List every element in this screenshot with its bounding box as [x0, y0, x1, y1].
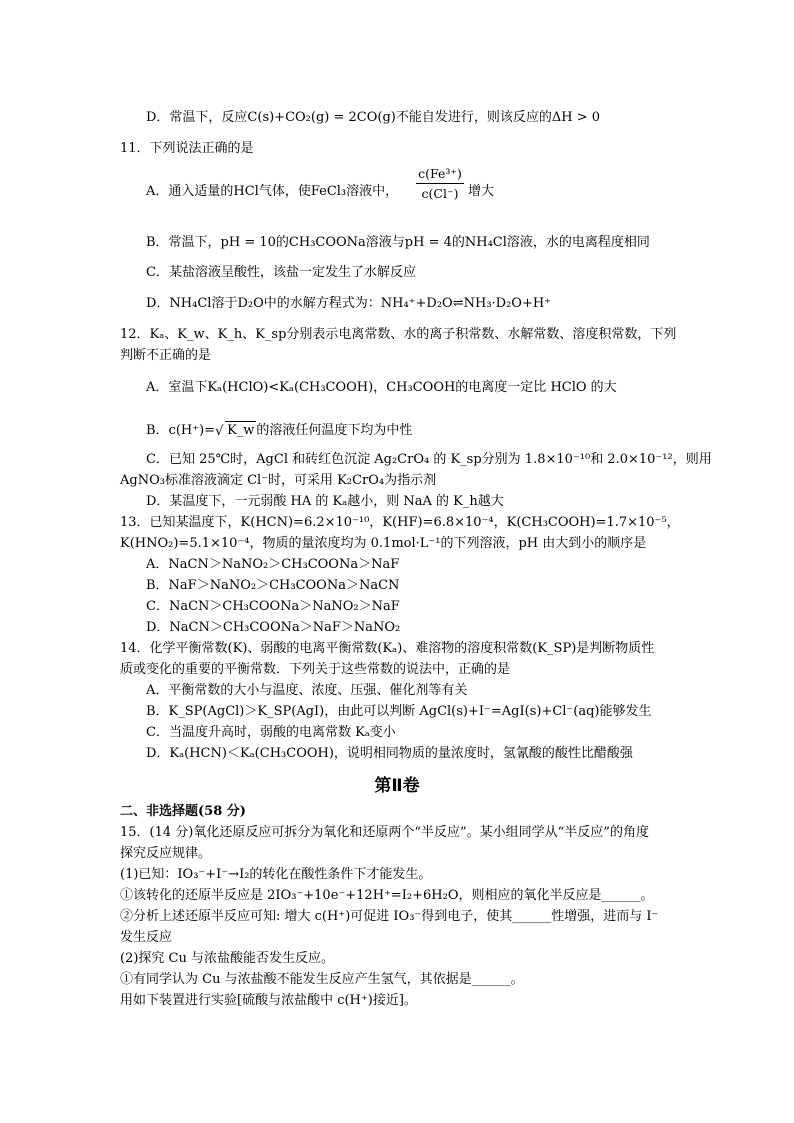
q15-stem-line2: 探究反应规律。 [120, 846, 212, 861]
q12-stem-line1: 12．Kₐ、K_w、K_h、K_sp分别表示电离常数、水的离子积常数、水解常数、溶度积常数，下列 [120, 327, 677, 342]
q12-stem-line2: 判断不正确的是 [120, 348, 212, 363]
q13-option-c: C．NaCN＞CH₃COONa＞NaNO₂＞NaF [146, 599, 400, 614]
q11-option-b: B．常温下，pH = 10的CH₃COONa溶液与pH = 4的NH₄Cl溶液，水的电离程度相同 [146, 235, 650, 250]
q12-option-b-suffix: 的溶液任何温度下均为中性 [256, 423, 413, 438]
q13-option-d: D．NaCN＞CH₃COONa＞NaF＞NaNO₂ [146, 620, 401, 635]
q14-stem-line1: 14．化学平衡常数(K)、弱酸的电离平衡常数(Kₐ)、难溶物的溶度积常数(K_SP)是判断物质性 [120, 641, 655, 656]
q11-option-a-tail: 增大 [468, 184, 495, 199]
q15-part1-sub2: ②分析上述还原半反应可知: 增大 c(H⁺)可促进 IO₃⁻得到电子，使其______性增强，进而与 I⁻ [120, 909, 659, 924]
q15-part2-setup: 用如下装置进行实验[硫酸与浓盐酸中 c(H⁺)接近]。 [120, 993, 417, 1008]
sqrt-kw [215, 421, 256, 440]
q13-stem-line1: 13．已知某温度下，K(HCN)=6.2×10⁻¹⁰，K(HF)=6.8×10⁻⁴，K(CH₃COOH)=1.7×10⁻⁵， [120, 515, 680, 530]
part2-heading: 二、非选择题(58 分) [120, 804, 246, 819]
q12-option-b [146, 421, 412, 440]
fraction-bar [416, 183, 464, 184]
q13-option-a: A．NaCN＞NaNO₂＞CH₃COONa＞NaF [146, 557, 400, 572]
q11-option-c: C．某盐溶液呈酸性，该盐一定发生了水解反应 [146, 265, 416, 280]
q14-option-b: B．K_SP(AgCl)＞K_SP(AgI)，由此可以判断 AgCl(s)+I⁻=AgI(s)+Cl⁻(aq)能够发生 [146, 704, 652, 719]
fraction-numerator: c(Fe³⁺) [418, 166, 462, 181]
q12-option-d: D．某温度下，一元弱酸 HA 的 Kₐ越小，则 NaA 的 K_h越大 [146, 494, 504, 509]
q11-option-a: A．通入适量的HCl气体，使FeCl₃溶液中， [146, 184, 399, 199]
q11-option-d: D．NH₄Cl溶于D₂O中的水解方程式为：NH₄⁺+D₂O⇌NH₃·D₂O+H⁺ [146, 296, 552, 311]
section-title: 第Ⅱ卷 [374, 776, 420, 796]
q12-option-b-prefix: B．c(H⁺)= [146, 423, 216, 438]
q15-part2-sub1: ①有同学认为 Cu 与浓盐酸不能发生反应产生氢气，其依据是______。 [120, 972, 524, 987]
q14-option-d: D．Kₐ(HCN)＜Kₐ(CH₃COOH)，说明相同物质的量浓度时，氢氰酸的酸性比醋酸强 [146, 746, 633, 761]
sqrt-radicand: K_w [227, 423, 255, 438]
q11-stem: 11．下列说法正确的是 [120, 141, 254, 156]
fraction-fe-cl [416, 165, 464, 202]
q13-stem-line2: K(HNO₂)=5.1×10⁻⁴，物质的量浓度均为 0.1mol·L⁻¹的下列溶液，pH 由大到小的顺序是 [120, 536, 647, 551]
fraction-denominator: c(Cl⁻) [421, 186, 459, 201]
q15-part1-sub1: ①该转化的还原半反应是 2IO₃⁻+10e⁻+12H⁺=I₂+6H₂O，则相应的氧化半反应是______。 [120, 888, 654, 903]
q13-option-b: B．NaF＞NaNO₂＞CH₃COONa＞NaCN [146, 578, 400, 593]
q14-stem-line2: 质或变化的重要的平衡常数．下列关于这些常数的说法中，正确的是 [120, 662, 511, 677]
q15-part1: (1)已知：IO₃⁻+I⁻→I₂的转化在酸性条件下才能发生。 [120, 867, 432, 882]
q14-option-c: C．当温度升高时，弱酸的电离常数 Kₐ变小 [146, 725, 396, 740]
q15-part2: (2)探究 Cu 与浓盐酸能否发生反应。 [120, 951, 334, 966]
q10-option-d: D．常温下，反应C(s)+CO₂(g) = 2CO(g)不能自发进行，则该反应的ΔH > 0 [146, 110, 601, 125]
q12-option-a: A．室温下Kₐ(HClO)<Kₐ(CH₃COOH)，CH₃COOH的电离度一定比 HClO 的大 [146, 380, 617, 395]
q15-stem-line1: 15．(14 分)氧化还原反应可拆分为氧化和还原两个“半反应”。某小组同学从“半反应”的角度 [120, 825, 649, 840]
q12-option-c-line2: AgNO₃标准溶液滴定 Cl⁻时，可采用 K₂CrO₄为指示剂 [120, 473, 437, 488]
sqrt-radical: √ [215, 424, 224, 439]
q12-option-c-line1: C．已知 25℃时，AgCl 和砖红色沉淀 Ag₂CrO₄ 的 K_sp分别为 1.8×10⁻¹⁰和 2.0×10⁻¹²，则用 [146, 452, 712, 467]
q14-option-a: A．平衡常数的大小与温度、浓度、压强、催化剂等有关 [146, 683, 468, 698]
q15-part1-sub2-cont: 发生反应 [120, 930, 173, 945]
